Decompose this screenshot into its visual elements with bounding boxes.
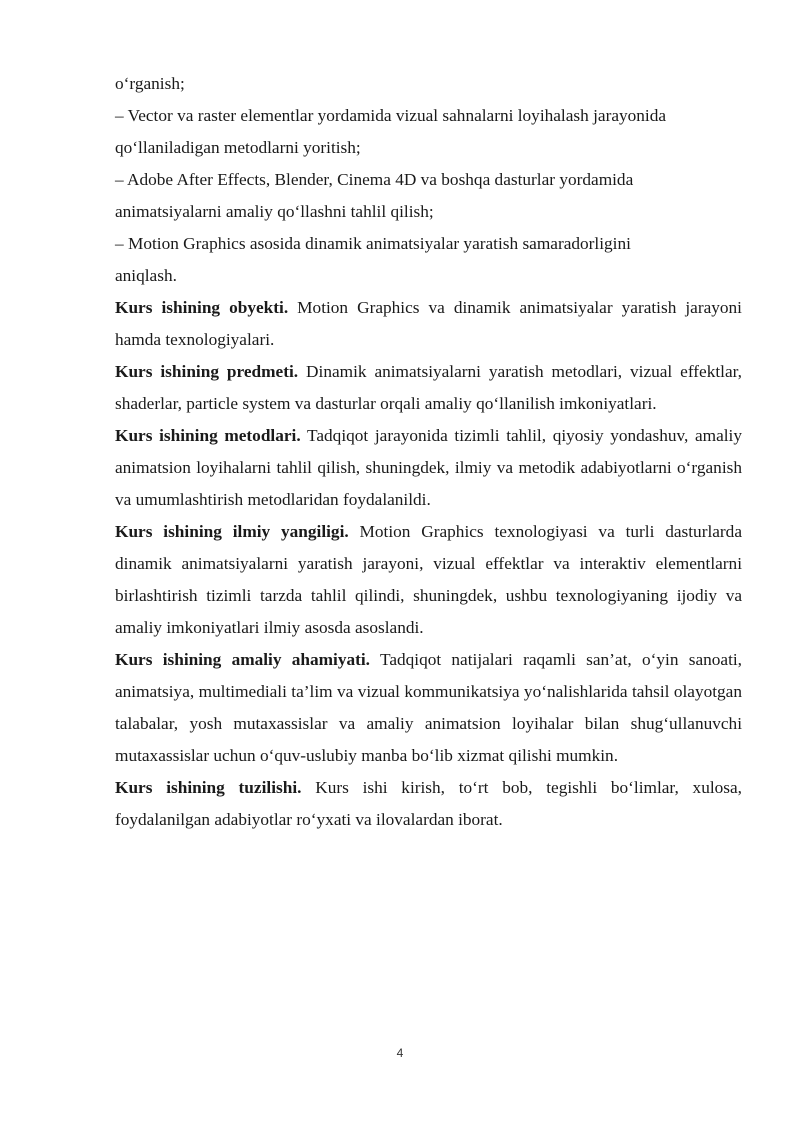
section-text: Motion Graphics va dinamik animatsiyalar yaratish jarayoni hamda texnologiyalari. [115, 298, 742, 349]
page-number: 4 [396, 1046, 404, 1060]
section-practical-significance [115, 644, 742, 772]
section-novelty [115, 516, 742, 644]
section-structure [115, 772, 742, 836]
section-heading: Kurs ishining tuzilishi. [115, 778, 302, 797]
section-heading: Kurs ishining amaliy ahamiyati. [115, 650, 371, 669]
intro-line: – Vector va raster elementlar yordamida vizual sahnalarni loyihalash jarayonida [115, 106, 667, 125]
document-page [115, 68, 742, 836]
section-heading: Kurs ishining obyekti. [115, 298, 289, 317]
section-subject [115, 356, 742, 420]
section-methods [115, 420, 742, 516]
intro-line: o‘rganish; [115, 74, 185, 93]
intro-line: animatsiyalarni amaliy qo‘llashni tahlil qilish; [115, 202, 434, 221]
section-heading: Kurs ishining predmeti. [115, 362, 299, 381]
intro-line: qo‘llaniladigan metodlarni yoritish; [115, 138, 361, 157]
intro-list [115, 68, 742, 292]
intro-line: aniqlash. [115, 266, 177, 285]
section-heading: Kurs ishining metodlari. [115, 426, 301, 445]
section-heading: Kurs ishining ilmiy yangiligi. [115, 522, 349, 541]
section-object [115, 292, 742, 356]
section-text: Dinamik animatsiyalarni yaratish metodlari, vizual effektlar, shaderlar, particle system va dasturlar orqali amaliy qo‘llanilish imkoniyatlari. [115, 362, 742, 413]
section-text: Kurs ishi kirish, to‘rt bob, tegishli bo‘limlar, xulosa, foydalanilgan adabiyotlar ro‘yxati va ilovalardan iborat. [115, 778, 742, 829]
intro-line: – Adobe After Effects, Blender, Cinema 4D va boshqa dasturlar yordamida [115, 170, 634, 189]
section-text: Tadqiqot jarayonida tizimli tahlil, qiyosiy yondashuv, amaliy animatsion loyihalarni tahlil qilish, shuningdek, ilmiy va metodik adabiyotlarni o‘rganish va umumlashtirish metodlaridan foydalanildi. [115, 426, 742, 509]
intro-line: – Motion Graphics asosida dinamik animatsiyalar yaratish samaradorligini [115, 234, 631, 253]
section-text: Tadqiqot natijalari raqamli san’at, o‘yin sanoati, animatsiya, multimediali ta’lim va vizual kommunikatsiya yo‘nalishlarida tahsil olayotgan talabalar, yosh mutaxassislar va amaliy animatsion loyihalar bilan shug‘ullanuvchi mutaxassislar uchun o‘quv-uslubiy manba bo‘lib xizmat qilishi mumkin. [115, 650, 742, 765]
section-text: Motion Graphics texnologiyasi va turli dasturlarda dinamik animatsiyalarni yaratish jarayoni, vizual effektlar va interaktiv elementlarni birlashtirish tizimli tarzda tahlil qilindi, shuningdek, ushbu texnologiyaning ijodiy va amaliy imkoniyatlari ilmiy asosda asoslandi. [115, 522, 742, 637]
